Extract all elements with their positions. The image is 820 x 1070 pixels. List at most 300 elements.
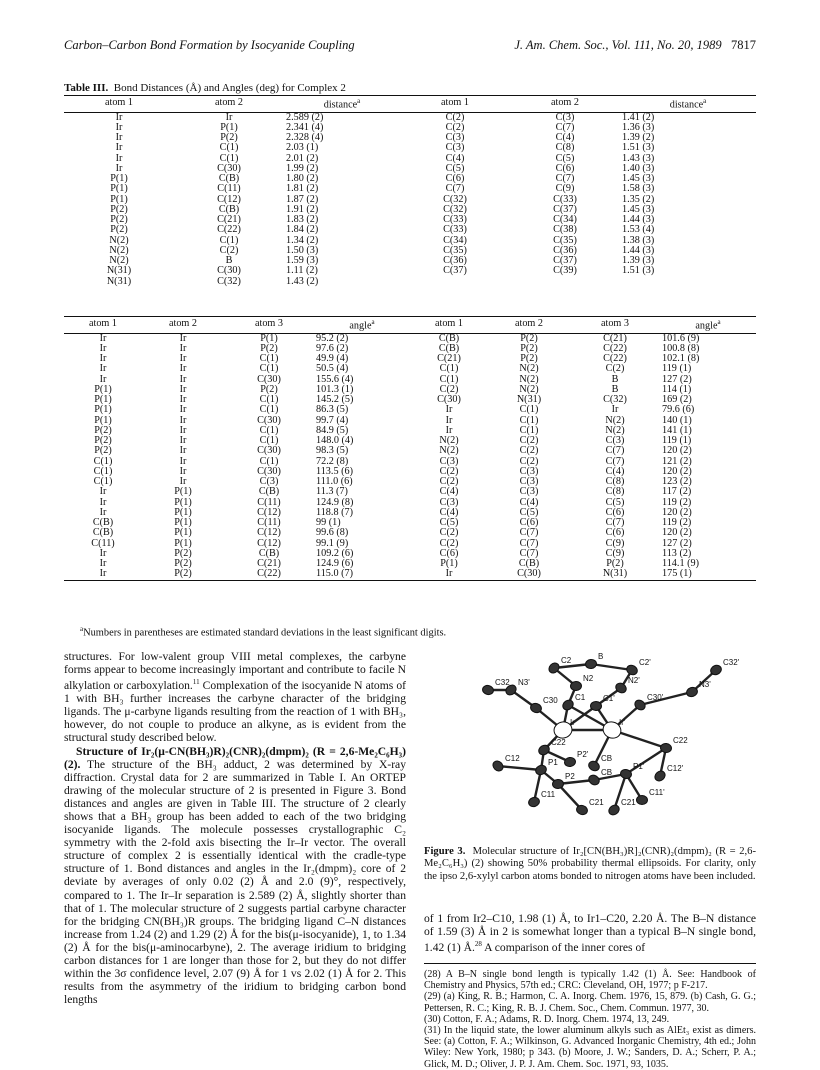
atom-label: C12' xyxy=(667,764,684,773)
table-cell: 145.2 (5) xyxy=(316,395,354,406)
bond-line xyxy=(626,748,666,774)
table-cell: N(2) xyxy=(519,384,539,395)
table-cell: Ir xyxy=(179,436,187,447)
table-cell: P(1) xyxy=(260,333,278,344)
ortep-figure xyxy=(436,650,756,830)
table-cell: C(1) xyxy=(439,364,459,375)
atom-ellipsoid xyxy=(653,769,667,783)
table-cell: C(37) xyxy=(553,256,577,267)
table-cell: 141 (1) xyxy=(662,425,692,436)
atom-ellipsoid xyxy=(625,663,639,676)
table-cell: C(4) xyxy=(439,507,459,518)
table-row xyxy=(64,184,756,194)
table-cell: 120 (2) xyxy=(662,528,692,539)
table-row xyxy=(64,498,756,508)
table-row xyxy=(64,375,756,385)
table-cell: C(B) xyxy=(218,174,240,185)
table-row xyxy=(64,395,756,405)
table-cell: P(1) xyxy=(174,538,192,549)
table-cell xyxy=(510,277,620,287)
table-cell: 1.51 (3) xyxy=(622,266,655,277)
table-cell: C(4) xyxy=(445,153,465,164)
table-cell: C(30) xyxy=(517,569,541,580)
column-header: atom 2 xyxy=(174,96,284,113)
table-row xyxy=(64,508,756,518)
table-cell: Ir xyxy=(179,456,187,467)
running-title: Carbon–Carbon Bond Formation by Isocyanide Coupling xyxy=(64,38,355,52)
table-row xyxy=(64,154,756,164)
table-cell: C(B) xyxy=(258,487,280,498)
column-header: atom 3 xyxy=(570,317,660,334)
table-cell: C(2) xyxy=(439,466,459,477)
column-header: atom 2 xyxy=(488,317,570,334)
table-row xyxy=(64,174,756,184)
table-row xyxy=(64,236,756,246)
table-cell: 1.84 (2) xyxy=(286,225,319,236)
atom-label: C30 xyxy=(543,696,558,705)
journal-name: J. Am. Chem. Soc., Vol. 111, No. 20, 1989 xyxy=(514,38,722,52)
table-cell: C(21) xyxy=(257,559,281,570)
table-row xyxy=(64,569,756,580)
atom-label: C32' xyxy=(723,658,740,667)
table-cell: P(2) xyxy=(110,215,128,226)
table-cell: C(7) xyxy=(555,174,575,185)
table-cell: C(4) xyxy=(605,466,625,477)
table-cell: 120 (2) xyxy=(662,466,692,477)
table-cell: Ir xyxy=(115,122,123,133)
atom-ellipsoid xyxy=(564,757,576,768)
table-row xyxy=(64,436,756,446)
table-cell: 119 (2) xyxy=(662,497,692,508)
table-cell: P(1) xyxy=(94,405,112,416)
table-row xyxy=(64,123,756,133)
table-cell: Ir xyxy=(99,569,107,580)
atom-label: C32 xyxy=(495,678,510,687)
table-cell: N(2) xyxy=(109,245,129,256)
table-cell: C(5) xyxy=(439,518,459,529)
table-cell: P(2) xyxy=(110,204,128,215)
table-cell: C(5) xyxy=(555,153,575,164)
table-cell: Ir xyxy=(179,354,187,365)
table-cell: 2.341 (4) xyxy=(286,122,324,133)
table-cell: Ir xyxy=(445,405,453,416)
table-cell: 84.9 (5) xyxy=(316,425,349,436)
table-row xyxy=(64,266,756,276)
paragraph-text: structures. For low-valent group VIII metal complexes, the carbyne forms appear to become increasingly important and contribute to facile N alkylation or carboxylation. xyxy=(64,650,406,693)
table-cell: C(30) xyxy=(217,266,241,277)
table-cell: C(9) xyxy=(605,548,625,559)
table-cell: P(2) xyxy=(174,569,192,580)
table-row xyxy=(64,333,756,344)
table-row xyxy=(64,559,756,569)
table-cell: 1.35 (2) xyxy=(622,194,655,205)
table-cell: Ir xyxy=(179,415,187,426)
table-cell: 102.1 (8) xyxy=(662,354,700,365)
table-row xyxy=(64,467,756,477)
paragraph-text: The structure of the BH₃ adduct, 2 was determined by X-ray diffraction. Crystal data for 2 are summarized in Table I. An ORTEP drawing of the molecular structure of 2 is presented in Figure 3. Bond distances and angles are given in Table III. The structure of 2 clearly shows that a BH₃ group has been added to each of the two bridging isocyanide ligands. The molecule possesses crystallographic C₂ symmetry with the 2-fold axis bisecting the Ir–Ir vector. The overall structure of complex 2 is essentially identical with the cradle-type structure of 1. Bond distances and angles in the Ir₂(dmpm)₂ core of 2 deviate by averages of only 0.02 (2) Å and 2.0 (9)°, respectively, compared to 1. The Ir–Ir separation is 2.589 (2) Å, slightly shorter than that of 1. The molecular structure of 2 suggests partial carbyne character for the bridging CN(BH₃)R groups. The bridging ligand C–N distances increase from 1.24 (2) and 1.29 (2) Å for the bis(μ-isocyanide), 1, to 1.34 (2) Å for the bis(μ-aminocarbyne), 2. The average iridium to bridging carbon distances for 1 are longer than those for 2, but they do not differ within the 3σ confidence level, 2.07 (9) Å for 1 vs 2.02 (1) Å for 2. This results from the asymmetry of the iridium to bridging carbon bond lengths xyxy=(64,757,406,1007)
table-cell: 50.5 (4) xyxy=(316,364,349,375)
table-cell: 1.83 (2) xyxy=(286,215,319,226)
atom-label: C21 xyxy=(589,798,604,807)
table-cell: Ir xyxy=(179,466,187,477)
header-footnote-mark: a xyxy=(703,97,707,105)
table-cell: C(6) xyxy=(555,163,575,174)
table-cell: N(2) xyxy=(439,446,459,457)
table-cell: C(2) xyxy=(439,477,459,488)
reference-mark: 11 xyxy=(192,678,200,687)
table-cell: P(1) xyxy=(174,528,192,539)
table-cell: C(3) xyxy=(445,143,465,154)
atom-ellipsoid xyxy=(570,681,581,691)
atom-label: C22 xyxy=(551,738,566,747)
table-cell: 117 (2) xyxy=(662,487,692,498)
table-cell: P(2) xyxy=(606,559,624,570)
column-header: atom 1 xyxy=(64,96,174,113)
table-cell: C(22) xyxy=(257,569,281,580)
table-cell: 1.11 (2) xyxy=(286,266,318,277)
table-cell: Ir xyxy=(179,405,187,416)
table-cell: C(2) xyxy=(519,436,539,447)
table-cell: N(2) xyxy=(605,425,625,436)
atom-ellipsoid xyxy=(527,796,540,808)
table-cell: 11.3 (7) xyxy=(316,487,348,498)
table-cell: C(36) xyxy=(443,256,467,267)
table-cell: C(35) xyxy=(553,235,577,246)
table-cell: N(31) xyxy=(602,569,628,580)
table-cell: 1.59 (3) xyxy=(286,256,319,267)
table-row xyxy=(64,112,756,123)
table-cell: C(1) xyxy=(519,415,539,426)
table-cell: C(9) xyxy=(605,538,625,549)
table-cell: Ir xyxy=(99,333,107,344)
table-cell: C(9) xyxy=(555,184,575,195)
table-cell: 127 (2) xyxy=(662,374,692,385)
table-row xyxy=(64,164,756,174)
table-cell: P(2) xyxy=(174,548,192,559)
table-cell: 148.0 (4) xyxy=(316,436,354,447)
table-cell: 1.58 (3) xyxy=(622,184,655,195)
table-cell: C(3) xyxy=(519,487,539,498)
table-row xyxy=(64,225,756,235)
table-row xyxy=(64,215,756,225)
table-label: Table III. xyxy=(64,82,109,94)
footnote-mark: a xyxy=(80,625,84,633)
table-caption xyxy=(64,82,346,94)
table-cell: 118.8 (7) xyxy=(316,507,353,518)
table-cell: 119 (1) xyxy=(662,436,692,447)
table-cell: C(2) xyxy=(445,122,465,133)
table-row xyxy=(64,364,756,374)
table-cell: 72.2 (8) xyxy=(316,456,349,467)
table-row xyxy=(64,477,756,487)
table-cell: C(1) xyxy=(219,153,239,164)
table-cell: Ir xyxy=(115,143,123,154)
table-cell: P(2) xyxy=(260,343,278,354)
table-cell: N(31) xyxy=(106,266,132,277)
table-row xyxy=(64,256,756,266)
table-cell: C(30) xyxy=(437,395,461,406)
table-cell: C(6) xyxy=(519,518,539,529)
figure-label: Figure 3. xyxy=(424,846,466,857)
atom-ellipsoid xyxy=(607,803,621,817)
table-cell: P(1) xyxy=(110,194,128,205)
paragraph-carbyne xyxy=(64,650,406,745)
table-cell: 86.3 (5) xyxy=(316,405,349,416)
table-cell: 1.43 (3) xyxy=(622,153,655,164)
reference-item: (28) A B–N single bond length is typically 1.42 (1) Å. See: Handbook of Chemistry and Physics, 57th ed.; CRC: Cleveland, OH, 1977; p F-217. xyxy=(424,969,756,992)
table-cell: C(2) xyxy=(439,528,459,539)
table-cell: C(B) xyxy=(218,204,240,215)
table-row xyxy=(64,133,756,143)
table-cell: 1.39 (2) xyxy=(622,133,655,144)
column-header: angle$^a$ xyxy=(314,317,410,334)
reference-item: (29) (a) King, R. B.; Harmon, C. A. Inorg. Chem. 1976, 15, 879. (b) Cash, G. G.; Pettersen, R. C.; King, R. B. J. Chem. Soc., Chem. Commun. 1977, 30. xyxy=(424,991,756,1014)
table-cell: C(37) xyxy=(443,266,467,277)
column-header: distance$^a$ xyxy=(284,96,400,113)
section-heading: Structure of Ir₂(μ-CN(BH₃)R)₂(CNR)₂(dmpm)₂ (R = 2,6-Me₂C₆H₃) (2). xyxy=(64,744,406,771)
atom-ellipsoid xyxy=(482,684,495,695)
table-cell: C(30) xyxy=(257,374,281,385)
table-cell: C(37) xyxy=(553,204,577,215)
footnote-text: Numbers in parentheses are estimated standard deviations in the least significant digits. xyxy=(83,627,447,639)
table-cell: P(2) xyxy=(94,436,112,447)
table-cell: 124.9 (8) xyxy=(316,497,354,508)
table-cell: P(1) xyxy=(110,184,128,195)
table-cell: Ir xyxy=(179,343,187,354)
table-cell: C(11) xyxy=(91,538,115,549)
table-cell: C(2) xyxy=(439,384,459,395)
atom-ellipsoid xyxy=(585,659,597,669)
table-cell: 1.43 (2) xyxy=(286,276,319,287)
table-cell: 95.2 (2) xyxy=(316,333,349,344)
table-cell: C(1) xyxy=(259,364,279,375)
atom-label: B xyxy=(598,652,604,661)
header-footnote-mark: a xyxy=(357,97,361,105)
table-cell: C(B) xyxy=(92,528,114,539)
table-cell: C(2) xyxy=(519,456,539,467)
table-cell: Ir xyxy=(115,112,123,123)
table-cell: P(2) xyxy=(520,343,538,354)
atom-label: N3' xyxy=(518,678,530,687)
atom-label: C11 xyxy=(541,790,556,799)
table-cell: N(2) xyxy=(605,415,625,426)
table-cell: C(7) xyxy=(519,538,539,549)
table-cell: C(2) xyxy=(445,112,465,123)
table-cell: 114 (1) xyxy=(662,384,692,395)
table-cell: 98.3 (5) xyxy=(316,446,349,457)
atom-ellipsoid xyxy=(587,759,601,772)
table-cell: 99.6 (8) xyxy=(316,528,349,539)
table-row xyxy=(64,528,756,538)
table-cell: Ir xyxy=(179,425,187,436)
atom-label: C12 xyxy=(505,754,520,763)
table-cell: C(39) xyxy=(553,266,577,277)
column-header: atom 2 xyxy=(510,96,620,113)
table-cell: C(1) xyxy=(259,405,279,416)
table-cell: 175 (1) xyxy=(662,569,692,580)
journal-citation xyxy=(514,38,756,53)
table-cell: Ir xyxy=(115,153,123,164)
table-cell: C(21) xyxy=(603,333,627,344)
table-row xyxy=(64,246,756,256)
table-cell: 120 (2) xyxy=(662,446,692,457)
column-header: angle$^a$ xyxy=(660,317,756,334)
table-cell: 1.80 (2) xyxy=(286,174,319,185)
table-cell: C(3) xyxy=(439,497,459,508)
table-cell: Ir xyxy=(99,487,107,498)
table-cell: Ir xyxy=(179,333,187,344)
table-cell: P(1) xyxy=(94,384,112,395)
column-header: atom 3 xyxy=(224,317,314,334)
table-cell: P(1) xyxy=(440,559,458,570)
table-cell: C(1) xyxy=(259,395,279,406)
table-cell: 99.7 (4) xyxy=(316,415,349,426)
table-cell: C(7) xyxy=(605,518,625,529)
table-cell: B xyxy=(611,384,619,395)
table-cell: 79.6 (6) xyxy=(662,405,695,416)
table-cell: C(22) xyxy=(603,343,627,354)
table-cell: C(B) xyxy=(438,333,460,344)
table-cell: P(2) xyxy=(520,333,538,344)
table-cell: 1.41 (2) xyxy=(622,112,655,123)
table-cell: C(3) xyxy=(445,133,465,144)
table-cell: C(4) xyxy=(439,487,459,498)
table-cell: C(6) xyxy=(445,174,465,185)
table-cell: B xyxy=(225,256,233,267)
table-cell: Ir xyxy=(99,374,107,385)
table-cell: C(5) xyxy=(519,507,539,518)
figure-caption-text: Molecular structure of Ir₂[CN(BH₃)R]₂(CNR)₂(dmpm)₂ (R = 2,6-Me₂C₆H₃) (2) showing 50% probability thermal ellipsoids. For clarity, only the ipso 2,6-xylyl carbon atoms bonded to nitrogen atoms have been included. xyxy=(424,846,756,882)
references xyxy=(424,963,756,1070)
table-cell: C(4) xyxy=(519,497,539,508)
table-cell: 2.328 (4) xyxy=(286,133,324,144)
table-row xyxy=(64,416,756,426)
table-cell: C(1) xyxy=(439,374,459,385)
table-cell: C(B) xyxy=(438,343,460,354)
table-cell: Ir xyxy=(179,395,187,406)
table-cell: 2.03 (1) xyxy=(286,143,319,154)
table-cell: 99 (1) xyxy=(316,518,341,529)
table-cell: C(7) xyxy=(555,122,575,133)
table-cell: 113.5 (6) xyxy=(316,466,353,477)
table-cell: 1.50 (3) xyxy=(286,245,319,256)
table-footnote xyxy=(80,625,446,638)
table-row xyxy=(64,195,756,205)
bond-angle-table xyxy=(64,316,756,581)
table-cell: P(1) xyxy=(220,122,238,133)
table-cell: C(3) xyxy=(519,477,539,488)
reference-item: (30) Cotton, F. A.; Adams, R. D. Inorg. Chem. 1974, 13, 249. xyxy=(424,1013,670,1025)
table-cell: C(1) xyxy=(259,436,279,447)
table-cell: 1.45 (3) xyxy=(622,174,655,185)
table-cell: C(7) xyxy=(605,456,625,467)
figure-caption xyxy=(424,846,756,883)
table-cell: C(11) xyxy=(217,184,241,195)
table-cell: P(1) xyxy=(174,518,192,529)
table-cell: C(1) xyxy=(93,466,113,477)
table-cell: Ir xyxy=(115,133,123,144)
table-cell: C(34) xyxy=(553,215,577,226)
table-row xyxy=(64,446,756,456)
table-cell: C(11) xyxy=(257,518,281,529)
table-cell: C(33) xyxy=(443,225,467,236)
table-cell: P(2) xyxy=(94,446,112,457)
table-cell: P(2) xyxy=(174,559,192,570)
table-cell: P(2) xyxy=(260,384,278,395)
table-cell: 101.3 (1) xyxy=(316,384,354,395)
table-row xyxy=(64,277,756,287)
table-cell: C(32) xyxy=(443,194,467,205)
table-cell: C(2) xyxy=(219,245,239,256)
table-cell: Ir xyxy=(445,425,453,436)
atom-label: N3' xyxy=(699,680,711,689)
table-cell: C(8) xyxy=(555,143,575,154)
table-cell: 111.0 (6) xyxy=(316,477,353,488)
header-footnote-mark: a xyxy=(371,318,375,326)
table-row xyxy=(64,518,756,528)
table-cell: 1.38 (3) xyxy=(622,235,655,246)
table-cell: C(B) xyxy=(92,518,114,529)
atom-label: P1 xyxy=(548,758,558,767)
table-cell: 113 (2) xyxy=(662,548,692,559)
table-cell: P(2) xyxy=(520,354,538,365)
table-cell: C(1) xyxy=(219,235,239,246)
atom-label: Ir' xyxy=(619,718,626,727)
table-row xyxy=(64,426,756,436)
table-cell: 140 (1) xyxy=(662,415,692,426)
column-header: atom 1 xyxy=(64,317,142,334)
table-cell: C(6) xyxy=(439,548,459,559)
table-cell: 2.589 (2) xyxy=(286,112,324,123)
table-cell: C(3) xyxy=(259,477,279,488)
table-cell: P(1) xyxy=(174,497,192,508)
reference-item: (31) In the liquid state, the lower aluminum alkyls such as AlEt₃ exist as dimers. See: (a) Cotton, F. A.; Wilkinson, G. Advanced Inorganic Chemistry, 4th ed.; John Wiley: New York, 1980; p 343. (b) Moore, J. W.; Sanders, D. A.; Scherr, P. A.; Glick, M. D.; Oliver, J. P. J. Am. Chem. Soc. 1971, 93, 1035. xyxy=(424,1025,756,1070)
atom-ellipsoid xyxy=(491,759,505,773)
table-cell: P(2) xyxy=(220,133,238,144)
table-cell: N(31) xyxy=(516,395,542,406)
table-cell: 119 (1) xyxy=(662,364,692,375)
table-cell: C(6) xyxy=(605,507,625,518)
atom-label: P2 xyxy=(565,772,575,781)
table-cell: C(32) xyxy=(217,276,241,287)
table-row xyxy=(64,354,756,364)
table-cell: 97.6 (2) xyxy=(316,343,349,354)
table-cell: 115.0 (7) xyxy=(316,569,353,580)
table-cell: P(1) xyxy=(94,415,112,426)
table-cell: Ir xyxy=(445,415,453,426)
atom-label: C30' xyxy=(647,693,664,702)
table-cell: C(12) xyxy=(257,538,281,549)
table-cell: C(30) xyxy=(257,446,281,457)
table-cell: Ir xyxy=(99,559,107,570)
table-cell: Ir xyxy=(99,497,107,508)
table-cell: Ir xyxy=(99,343,107,354)
table-cell: 1.44 (3) xyxy=(622,215,655,226)
table-cell: C(30) xyxy=(257,415,281,426)
atom-ellipsoid xyxy=(561,698,575,712)
table-cell: Ir xyxy=(225,112,233,123)
table-cell: P(1) xyxy=(94,395,112,406)
table-cell: 1.87 (2) xyxy=(286,194,319,205)
table-cell: P(2) xyxy=(94,425,112,436)
atom-label: P2' xyxy=(577,750,589,759)
table-row xyxy=(64,405,756,415)
page-number: 7817 xyxy=(731,38,756,52)
table-cell: Ir xyxy=(179,477,187,488)
table-cell: 127 (2) xyxy=(662,538,692,549)
table-cell: C(5) xyxy=(445,163,465,174)
table-cell: C(11) xyxy=(257,497,281,508)
